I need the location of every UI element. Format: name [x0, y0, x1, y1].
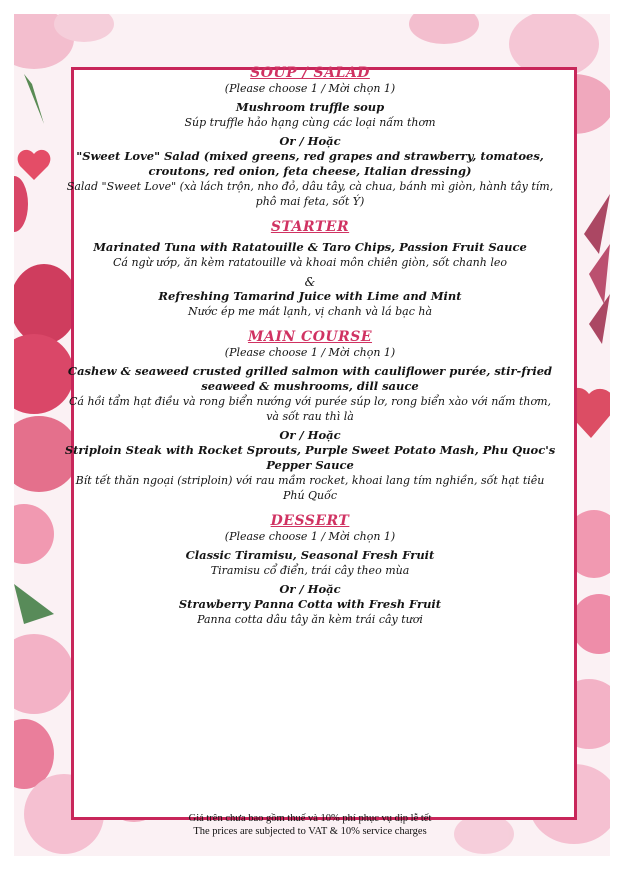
choose-note: (Please choose 1 / Mời chọn 1): [224, 530, 396, 543]
dish-name: "Sweet Love" Salad (mixed greens, red grapes and strawberry, tomatoes, croutons, red onion, feta cheese, Italian dressing): [76, 149, 544, 178]
section-soup-salad: [60, 64, 560, 209]
dish-name: Marinated Tuna with Ratatouille & Taro Chips, Passion Fruit Sauce: [93, 240, 527, 254]
section-title: SOUP / SALAD: [250, 65, 370, 81]
or-separator: Or / Hoặc: [279, 428, 341, 442]
dish-description: Panna cotta dâu tây ăn kèm trái cây tươi: [197, 613, 423, 626]
or-separator: Or / Hoặc: [279, 582, 341, 596]
menu-content: [60, 64, 560, 627]
section-title: MAIN COURSE: [247, 329, 373, 345]
dish-description: Bít tết thăn ngoại (striploin) với rau mầm rocket, khoai lang tím nghiền, sốt hạt tiêu Phú Quốc: [75, 474, 545, 502]
section-dessert: [60, 512, 560, 627]
section-title: STARTER: [270, 219, 350, 235]
dish-name: Refreshing Tamarind Juice with Lime and Mint: [158, 289, 462, 303]
ampersand-separator: &: [304, 275, 316, 289]
dish-name: Classic Tiramisu, Seasonal Fresh Fruit: [185, 548, 435, 562]
price-note-vn: Giá trên chưa bao gồm thuế và 10% phí phục vụ dịp lễ tết: [188, 813, 432, 824]
dish-name: Strawberry Panna Cotta with Fresh Fruit: [178, 597, 442, 611]
choose-note: (Please choose 1 / Mời chọn 1): [224, 82, 396, 95]
dish-description: Cá ngừ ướp, ăn kèm ratatouille và khoai môn chiên giòn, sốt chanh leo: [112, 256, 508, 269]
dish-name: Striploin Steak with Rocket Sprouts, Purple Sweet Potato Mash, Phu Quoc's Pepper Sauce: [64, 443, 556, 472]
dish-description: Nước ép me mát lạnh, vị chanh và lá bạc hà: [187, 305, 433, 318]
dish-name: Cashew & seaweed crusted grilled salmon with cauliflower purée, stir-fried seaweed & mushrooms, dill sauce: [67, 364, 553, 393]
section-starter: [60, 218, 560, 319]
dish-description: Súp truffle hảo hạng cùng các loại nấm thơm: [184, 116, 436, 129]
dish-name: Mushroom truffle soup: [235, 100, 385, 114]
price-note-en: The prices are subjected to VAT & 10% service charges: [193, 826, 427, 837]
price-note: [57, 812, 563, 838]
dish-description: Tiramisu cổ điển, trái cây theo mùa: [210, 564, 410, 577]
or-separator: Or / Hoặc: [279, 134, 341, 148]
dish-description: Cá hồi tẩm hạt điều và rong biển nướng với purée súp lơ, rong biển xào với nấm thơm, và sốt rau thì là: [68, 395, 552, 423]
dish-description: Salad "Sweet Love" (xà lách trộn, nho đỏ, dâu tây, cà chua, bánh mì giòn, hành tây tím, phô mai feta, sốt Ý): [66, 180, 554, 208]
choose-note: (Please choose 1 / Mời chọn 1): [224, 346, 396, 359]
section-title: DESSERT: [270, 513, 350, 529]
section-main-course: [60, 328, 560, 503]
